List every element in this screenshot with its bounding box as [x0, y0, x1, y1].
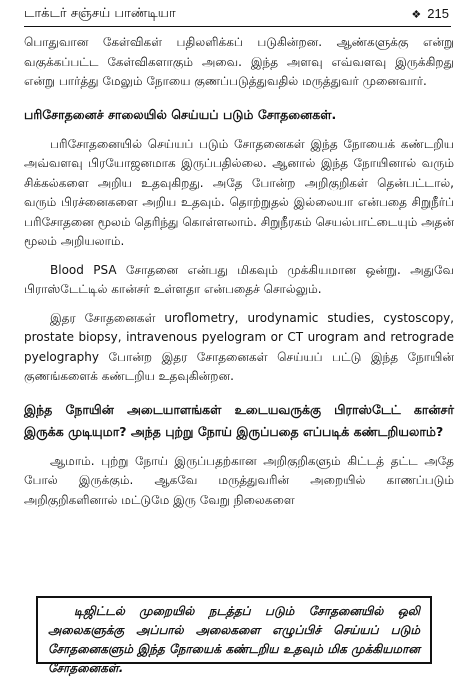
- cancer-answer-paragraph: ஆமாம். புற்று நோய் இருப்பதற்கான அறிகுறிகளும் கிட்டத் தட்ட அதே போல் இருக்கும். ஆகவே மருத்துவரின் அறையில் காணப்படும் அறிகுறிகளினால் மட்டுமே இரு வேறு நிலைகளை: [24, 453, 454, 507]
- running-header: [24, 4, 451, 27]
- page-number: 215: [427, 6, 449, 21]
- section-heading-cancer-question: இந்த நோயின் அடையாளங்கள் உடையவருக்கு பிராஸ்டேட் கான்சர் இருக்க முடியுமா? அந்த புற்று நோய் இருப்பதை எப்படிக் கண்டறியலாம்?: [24, 401, 454, 439]
- other-tests-paragraph: இதர சோதனைகள் uroflometry, urodynamic studies, cystoscopy, prostate biopsy, intravenous pyelogram or CT urogram and retrograde pyelography போன்ற இதர சோதனைகள் செய்யப் பட்டு இந்த நோயின் குணங்களைக் கண்டறிய உதவுகின்றன.: [24, 310, 454, 383]
- section-heading-lab-tests: பரிசோதனைச் சாலையில் செய்யப் படும் சோதனைகள்.: [24, 106, 337, 122]
- page-number-block: [411, 6, 449, 21]
- highlight-callout-box: [36, 596, 432, 675]
- page-body: [24, 33, 454, 510]
- running-title: டாக்டர் சஞ்சய் பாண்டியா: [24, 6, 176, 21]
- callout-text: டிஜிட்டல் முறையில் நடத்தப் படும் சோதனையில் ஒலி அலைகளுக்கு அப்பால் அலைகளை எழுப்பிச் செய்யப் படும் சோதனைகளும் இந்த நோயைக் கண்டறிய உதவும் மிக முக்கியமான சோதனைகள்.: [48, 604, 420, 675]
- diamond-ornament-icon: ❖: [411, 9, 422, 21]
- intro-paragraph: பொதுவான கேள்விகள் பதிலளிக்கப் படுகின்றன. ஆண்களுக்கு என்று வகுக்கப்பட்ட கேள்விகளாகும் அவை. இந்த அளவு எவ்வளவு இருக்கிறது என்று பார்த்து மேலும் நோயை குணப்படுத்துவதில் மருத்துவர் முனைவார்.: [24, 35, 454, 88]
- psa-paragraph: Blood PSA சோதனை என்பது மிகவும் முக்கியமான ஒன்று. அதுவே பிராஸ்டேட்டில் கான்சர் உள்ளதா என்பதைச் சொல்லும்.: [24, 262, 454, 296]
- lab-tests-paragraph: பரிசோதனையில் செய்யப் படும் சோதனைகள் இந்த நோயைக் கண்டறிய அவ்வளவு பிரயோஜனமாக இருப்பதில்லை. ஆனால் இந்த நோயினால் வரும் சிக்கல்களை அறிய உதவுகிறது. அதே போன்ற அறிகுறிகள் தென்பட்டால், வரும் பிரச்னைகளை அறிய உதவும். தொற்றுதல் இல்லையா என்பதை சிறுநீர்ப் பரிசோதனை மூலம் தெரிந்து கொள்ளலாம். சிறுநீரகம் செயல்பாட்டையும் அதன் மூலம் அறியலாம்.: [24, 136, 454, 248]
